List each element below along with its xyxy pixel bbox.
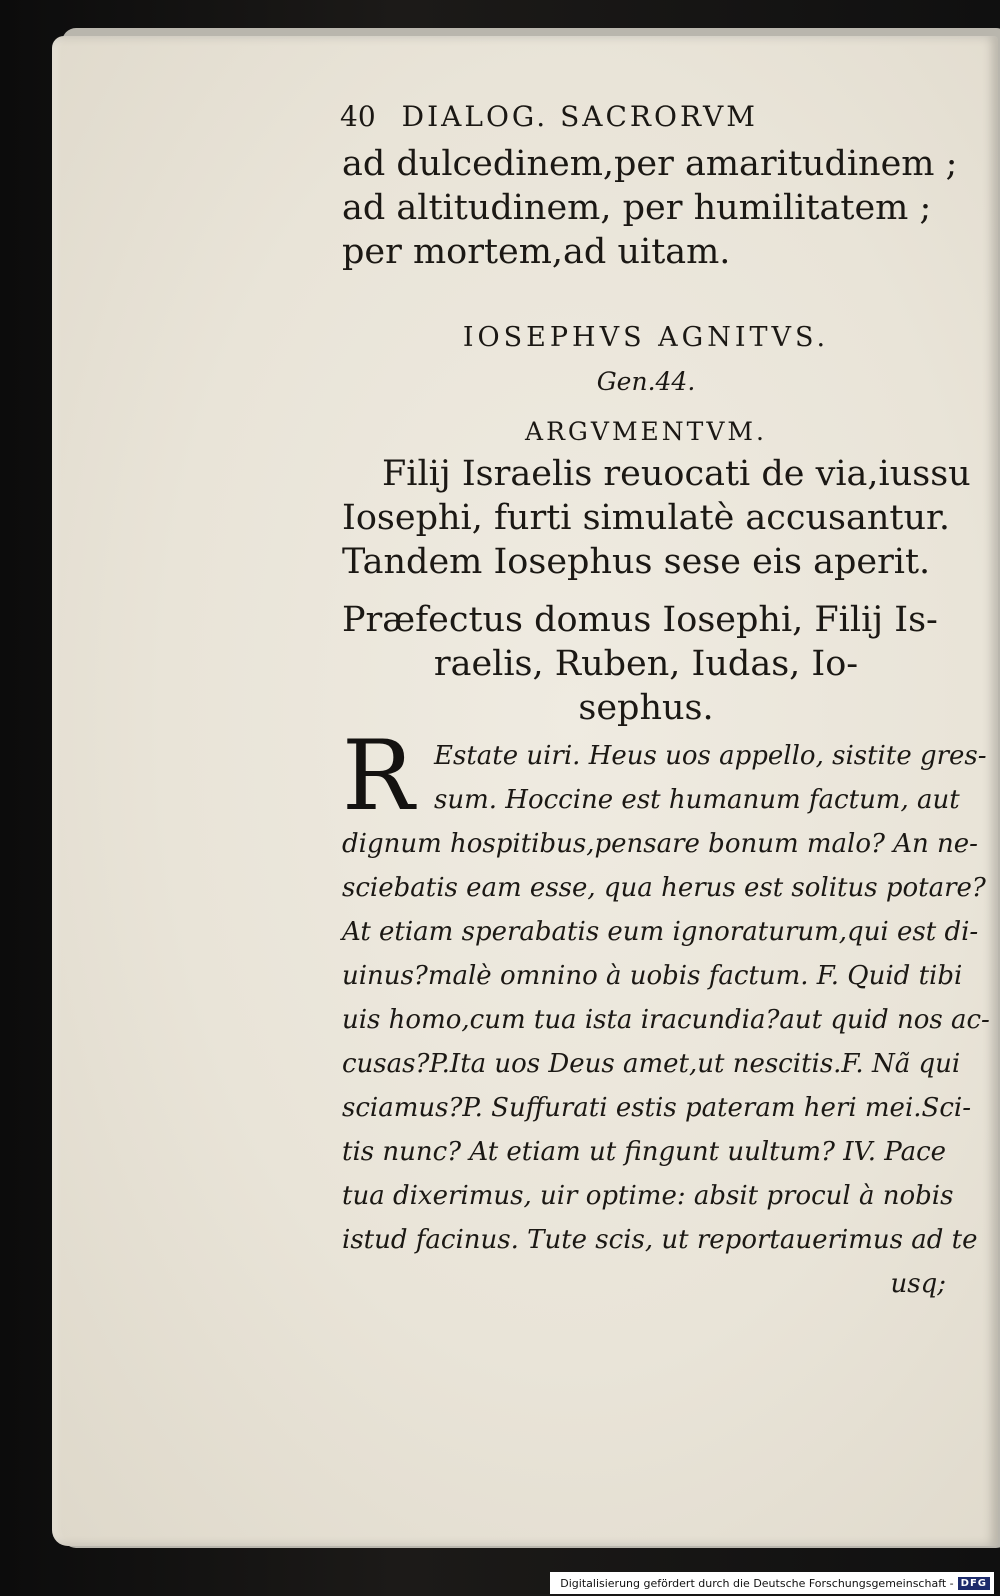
footer-credit-text: Digitalisierung gefördert durch die Deutsche Forschungsgemeinschaft - — [560, 1576, 954, 1590]
argument-text — [342, 452, 971, 584]
dfg-logo: DFG — [958, 1577, 990, 1590]
catchword: usq; — [890, 1269, 946, 1299]
section-title: IOSEPHVS AGNITVS. — [462, 322, 830, 353]
dialogue-line: sciamus?P. Suffurati estis pateram heri mei.Sci- — [342, 1093, 972, 1123]
personae-line-2: raelis, Ruben, Iudas, Io- — [433, 644, 859, 684]
intro-passage — [342, 142, 958, 274]
scripture-reference: Gen.44. — [596, 367, 696, 396]
argument-line-3: Tandem Iosephus sese eis aperit. — [342, 542, 931, 582]
dialogue-line: At etiam sperabatis eum ignoraturum,qui est di- — [342, 917, 979, 947]
page-text-block — [340, 100, 990, 1306]
dialogue-line: uinus?malè omnino à uobis factum. F. Quid tibi — [342, 961, 963, 991]
intro-line-3: per mortem,ad uitam. — [342, 232, 731, 272]
argument-line-1: Filij Israelis reuocati de via,iussu — [382, 454, 971, 494]
intro-line-2: ad altitudinem, per humilitatem ; — [342, 188, 932, 228]
dialogue-line: tua dixerimus, uir optime: absit procul à nobis — [342, 1181, 954, 1211]
page-number: 40 — [340, 100, 376, 133]
drop-cap: R — [342, 720, 415, 832]
dialogue-line: dignum hospitibus,pensare bonum malo? An ne- — [342, 829, 978, 859]
running-head — [340, 100, 950, 140]
running-head-title: DIALOG. SACRORVM — [401, 100, 758, 133]
dialogue-text — [342, 720, 990, 1306]
argument-line-2: Iosephi, furti simulatè accusantur. — [342, 498, 951, 538]
intro-line-1: ad dulcedinem,per amaritudinem ; — [342, 144, 958, 184]
dialogue-line: tis nunc? At etiam ut fingunt uultum? IV. Pace — [342, 1137, 947, 1167]
dialogue-line: uis homo,cum tua ista iracundia?aut quid nos ac- — [342, 1005, 990, 1035]
digitization-footer — [550, 1572, 994, 1594]
dramatis-personae — [342, 598, 950, 730]
dialogue-line: istud facinus. Tute scis, ut reportauerimus ad te — [342, 1225, 978, 1255]
dialogue-line: cusas?P.Ita uos Deus amet,ut nescitis.F. Nã qui — [342, 1049, 961, 1079]
dialogue-line: sciebatis eam esse, qua herus est solitus potare? — [342, 873, 986, 903]
dialogue-line: Estate uiri. Heus uos appello, sistite gres- — [434, 741, 987, 771]
personae-line-1: Præfectus domus Iosephi, Filij Is- — [342, 600, 938, 640]
personae-line-3: sephus. — [578, 688, 714, 728]
dialogue-line: sum. Hoccine est humanum factum, aut — [434, 785, 960, 815]
argument-label: ARGVMENTVM. — [525, 417, 767, 446]
